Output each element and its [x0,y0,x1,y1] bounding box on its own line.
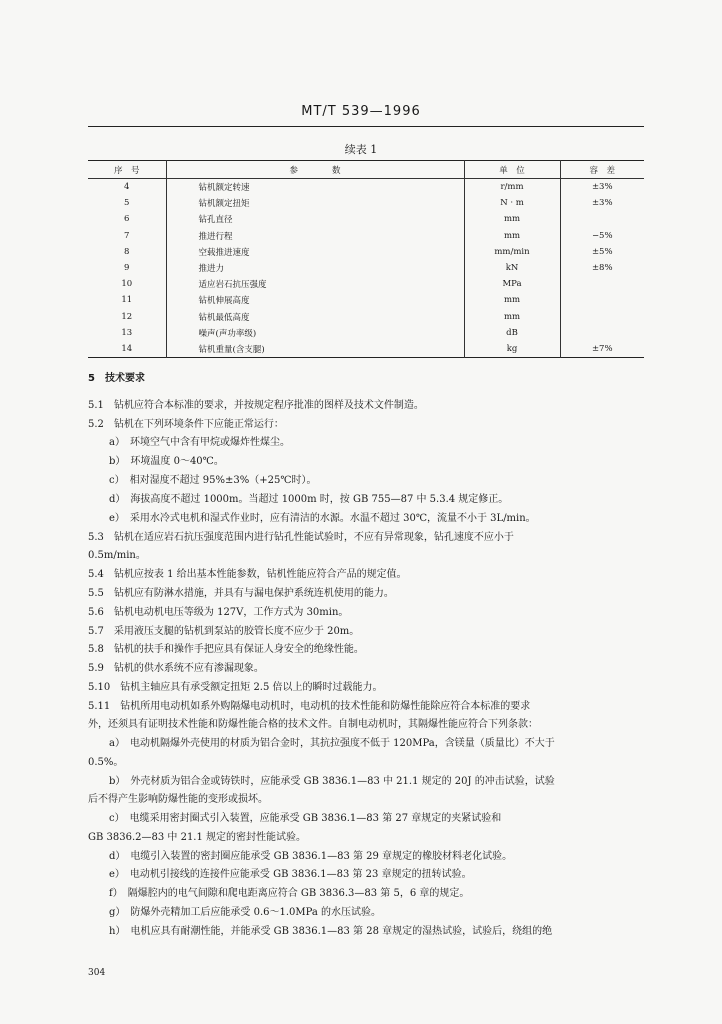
page-number: 304 [88,968,106,978]
table-row [88,179,644,196]
table-row [88,341,644,358]
cell-tolerance [560,276,644,292]
cell-index: 11 [88,292,166,308]
clause-5-11-h: h） 电机应具有耐潮性能，并能承受 GB 3836.1—83 第 28 章规定的湿热试验，试验后，绕组的绝 [109,926,553,937]
clause-5-11-b: b） 外壳材质为铝合金或铸铁时，应能承受 GB 3836.1—83 中 21.1 规定的 20J 的冲击试验，试验 [109,776,555,787]
header-rule [88,126,644,127]
cell-index: 7 [88,228,166,244]
cell-parameter: 适应岩石抗压强度 [166,276,464,292]
cell-tolerance [560,292,644,308]
clause-5-2: 5.2 钻机在下列环境条件下应能正常运行： [88,419,284,430]
cell-unit: kg [464,341,560,358]
cell-index: 12 [88,309,166,325]
clause-5-11-cont: 外，还须具有证明技术性能和防爆性能合格的技术文件。自制电动机时，其隔爆性能应符合下列条款： [88,719,538,730]
clause-5-11-d: d） 电缆引入装置的密封圈应能承受 GB 3836.1—83 第 29 章规定的橡胶材料老化试验。 [109,851,513,862]
table-row [88,211,644,227]
cell-parameter: 推进力 [166,260,464,276]
cell-tolerance: ±8% [560,260,644,276]
col-header-index: 序 号 [88,161,166,179]
cell-index: 4 [88,179,166,196]
clause-5-11-c: c） 电缆采用密封圈式引入装置，应能承受 GB 3836.1—83 第 27 章规定的夹紧试验和 [109,813,502,824]
clause-5-11-e: e） 电动机引接线的连接件应能承受 GB 3836.1—83 第 23 章规定的扭转试验。 [109,869,472,880]
cell-index: 9 [88,260,166,276]
cell-index: 13 [88,325,166,341]
table-caption: 续表 1 [344,143,378,156]
table-row [88,260,644,276]
clause-5-11-c-cont: GB 3836.2—83 中 21.1 规定的密封性能试验。 [88,832,307,843]
table-row [88,292,644,308]
cell-unit: mm [464,309,560,325]
clause-5-11-a: a） 电动机隔爆外壳使用的材质为铝合金时，其抗拉强度不低于 120MPa，含镁量（质量比）不大于 [109,738,555,749]
cell-parameter: 钻孔直径 [166,211,464,227]
clause-5-11-b-cont: 后不得产生影响防爆性能的变形或损坏。 [88,794,268,805]
clause-5-5: 5.5 钻机应有防淋水措施，并具有与漏电保护系统连机使用的能力。 [88,588,394,599]
parameter-table [88,160,644,358]
cell-tolerance [560,325,644,341]
cell-unit: r/mm [464,179,560,196]
cell-unit: kN [464,260,560,276]
cell-unit: dB [464,325,560,341]
clause-5-11-a-cont: 0.5%。 [88,757,124,768]
cell-tolerance [560,211,644,227]
clause-5-2-d: d） 海拔高度不超过 1000m。当超过 1000m 时，按 GB 755—87 中 5.3.4 规定修正。 [109,494,509,505]
standard-code-header: MT/T 539—1996 [301,104,421,119]
clause-5-10: 5.10 钻机主轴应具有承受额定扭矩 2.5 倍以上的瞬时过载能力。 [88,682,383,693]
clause-5-3: 5.3 钻机在适应岩石抗压强度范围内进行钻孔性能试验时，不应有异常现象，钻孔速度不应小于 [88,532,514,543]
cell-tolerance [560,309,644,325]
clause-5-2-e: e） 采用水冷式电机和湿式作业时，应有清洁的水源。水温不超过 30℃，流量不小于 3L/min。 [109,513,536,524]
clause-5-2-a: a） 环境空气中含有甲烷或爆炸性煤尘。 [109,437,290,448]
table-header-row [88,161,644,179]
cell-parameter: 钻机伸展高度 [166,292,464,308]
clause-5-11-f: f） 隔爆腔内的电气间隙和爬电距离应符合 GB 3836.3—83 第 5，6 章的规定。 [109,888,470,899]
table-row [88,276,644,292]
cell-parameter: 钻机重量(含支腿) [166,341,464,358]
cell-tolerance: ±3% [560,179,644,196]
clause-5-11-g: g） 防爆外壳精加工后应能承受 0.6～1.0MPa 的水压试验。 [109,907,382,918]
table-row [88,325,644,341]
cell-index: 8 [88,244,166,260]
cell-tolerance: ±5% [560,244,644,260]
clause-5-11: 5.11 钻机所用电动机如系外购隔爆电动机时，电动机的技术性能和防爆性能除应符合本标准的要求 [88,701,531,712]
cell-parameter: 噪声(声功率级) [166,325,464,341]
clause-5-4: 5.4 钻机应按表 1 给出基本性能参数，钻机性能应符合产品的规定值。 [88,569,407,580]
clause-5-9: 5.9 钻机的供水系统不应有渗漏现象。 [88,663,264,674]
clause-5-2-b: b） 环境温度 0～40℃。 [109,456,224,467]
cell-index: 10 [88,276,166,292]
cell-parameter: 钻机额定扭矩 [166,195,464,211]
cell-index: 6 [88,211,166,227]
cell-unit: mm [464,211,560,227]
table-row [88,228,644,244]
clause-5-3-cont: 0.5m/min。 [88,550,146,561]
col-header-parameter: 参 数 [166,161,464,179]
clause-5-1: 5.1 钻机应符合本标准的要求，并按规定程序批准的图样及技术文件制造。 [88,400,424,411]
table-row [88,244,644,260]
cell-parameter: 钻机额定转速 [166,179,464,196]
cell-unit: mm [464,228,560,244]
table-row [88,309,644,325]
section-heading-technical-requirements: 5 技术要求 [88,373,145,384]
cell-parameter: 钻机最低高度 [166,309,464,325]
cell-tolerance: ±3% [560,195,644,211]
clause-5-7: 5.7 采用液压支腿的钻机到泵站的胶管长度不应少于 20m。 [88,626,360,637]
cell-parameter: 空载推进速度 [166,244,464,260]
clause-5-6: 5.6 钻机电动机电压等级为 127V，工作方式为 30min。 [88,607,349,618]
cell-tolerance: ±7% [560,341,644,358]
cell-unit: MPa [464,276,560,292]
cell-unit: mm [464,292,560,308]
table-row [88,195,644,211]
clause-5-8: 5.8 钻机的扶手和操作手把应具有保证人身安全的绝缘性能。 [88,644,364,655]
col-header-unit: 单 位 [464,161,560,179]
cell-unit: mm/min [464,244,560,260]
cell-index: 5 [88,195,166,211]
cell-unit: N · m [464,195,560,211]
cell-index: 14 [88,341,166,358]
cell-tolerance: −5% [560,228,644,244]
col-header-tolerance: 容 差 [560,161,644,179]
clause-5-2-c: c） 相对湿度不超过 95%±3%（+25℃时）。 [109,475,317,486]
cell-parameter: 推进行程 [166,228,464,244]
